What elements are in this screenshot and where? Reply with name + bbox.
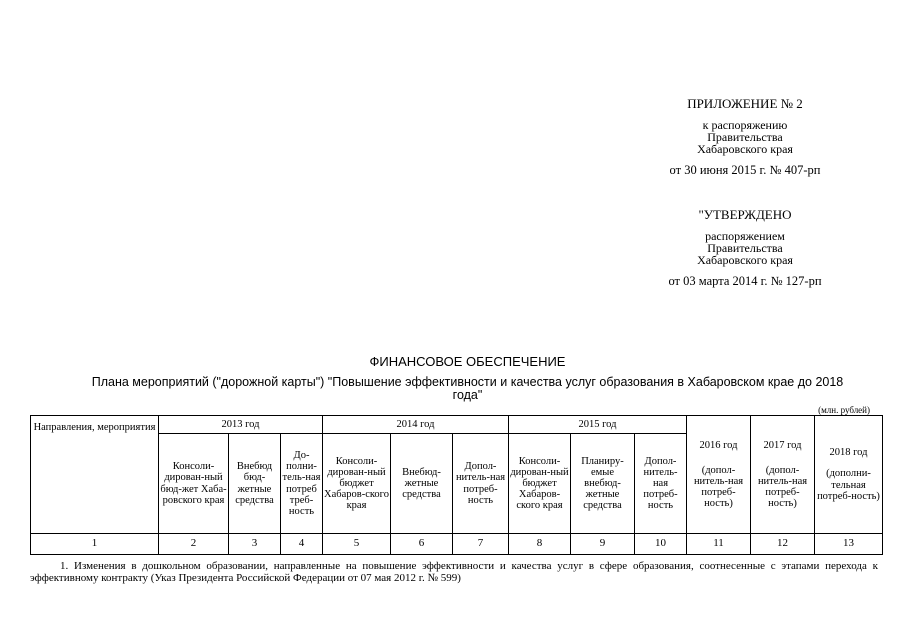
header-2013-additional: До-полни-тель-ная потреб треб-ность xyxy=(281,434,323,534)
header-2015-consolidated: Консоли-дирован-ный бюджет Хабаров-ского края xyxy=(509,434,571,534)
header-year-2014: 2014 год xyxy=(323,416,509,434)
appendix-line: Правительства xyxy=(707,130,783,144)
header-year-2016 xyxy=(687,416,751,534)
column-number: 2 xyxy=(159,534,229,555)
year-2016-note: (допол-нитель-ная потреб-ность) xyxy=(693,464,744,510)
header-2015-extrabudget: Планиру-емые внебюд-жетные средства xyxy=(571,434,635,534)
column-number: 13 xyxy=(815,534,883,555)
subtitle-line-1: Плана мероприятий ("дорожной карты") "Повышение эффективности и качества услуг образования в Хабаровском крае до 2018 xyxy=(91,375,844,389)
column-number: 11 xyxy=(687,534,751,555)
footnote: 1. Изменения в дошкольном образовании, направленные на повышение эффективности и качества услуг в сфере образования, соотнесенные с этапами перехода к эффективному контракту (Указ Президента Российской Федерации от 07 мая 2012 г. № 599) xyxy=(30,560,878,585)
approved-date: от 03 марта 2014 г. № 127-рп xyxy=(668,274,822,288)
year-2016-label: 2016 год xyxy=(699,439,738,451)
column-number: 6 xyxy=(391,534,453,555)
financing-table xyxy=(30,415,883,555)
column-number: 12 xyxy=(751,534,815,555)
header-2015-additional: Допол-нитель-ная потреб-ность xyxy=(635,434,687,534)
approved-line: распоряжением xyxy=(705,229,785,243)
approved-line: Правительства xyxy=(707,241,783,255)
column-number: 4 xyxy=(281,534,323,555)
units-label: (млн. рублей) xyxy=(818,405,870,415)
column-number: 10 xyxy=(635,534,687,555)
header-2014-additional: Допол-нитель-ная потреб-ность xyxy=(453,434,509,534)
subtitle-line-2: года" xyxy=(452,387,483,402)
column-number: 3 xyxy=(229,534,281,555)
header-year-2015: 2015 год xyxy=(509,416,687,434)
year-2017-label: 2017 год xyxy=(763,439,802,451)
header-2014-consolidated: Консоли-дирован-ный бюджет Хабаров-ского края xyxy=(323,434,391,534)
year-2018-label: 2018 год xyxy=(829,447,868,459)
approved-block xyxy=(640,208,850,288)
approved-heading: "УТВЕРЖДЕНО xyxy=(698,207,792,222)
header-year-2013: 2013 год xyxy=(159,416,323,434)
column-number-row xyxy=(31,534,883,555)
header-2014-extrabudget: Внебюд-жетные средства xyxy=(391,434,453,534)
header-2013-extrabudget: Внебюд бюд-жетные средства xyxy=(229,434,281,534)
header-year-2018 xyxy=(815,416,883,534)
header-year-2017 xyxy=(751,416,815,534)
appendix-line: Хабаровского края xyxy=(697,142,793,156)
column-number: 5 xyxy=(323,534,391,555)
appendix-heading: ПРИЛОЖЕНИЕ № 2 xyxy=(687,96,803,111)
document-title: ФИНАНСОВОЕ ОБЕСПЕЧЕНИЕ xyxy=(369,354,566,369)
year-2018-note: (дополни-тельная потреб-ность) xyxy=(817,468,880,502)
header-row-years xyxy=(31,416,883,434)
appendix-block xyxy=(640,97,850,177)
column-number: 7 xyxy=(453,534,509,555)
appendix-line: к распоряжению xyxy=(702,118,788,132)
appendix-date: от 30 июня 2015 г. № 407-рп xyxy=(669,163,821,177)
column-number: 9 xyxy=(571,534,635,555)
column-number: 1 xyxy=(31,534,159,555)
header-2013-consolidated: Консоли-дирован-ный бюд-жет Хаба-ровского края xyxy=(159,434,229,534)
approved-line: Хабаровского края xyxy=(697,253,793,267)
header-directions: Направления, мероприятия xyxy=(31,416,159,534)
document-subtitle xyxy=(40,376,895,401)
column-number: 8 xyxy=(509,534,571,555)
year-2017-note: (допол-нитель-ная потреб-ность) xyxy=(757,464,808,510)
